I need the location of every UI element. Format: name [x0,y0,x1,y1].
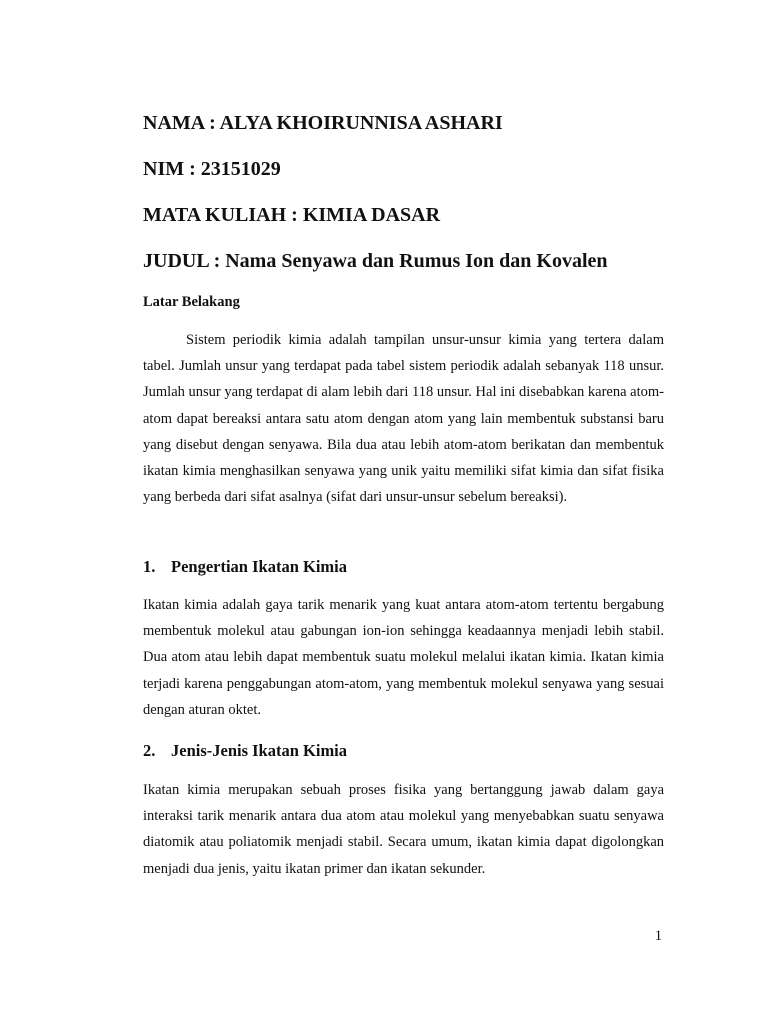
section-heading-1 [143,557,347,577]
section-heading-2 [143,741,347,761]
student-name-line: NAMA : ALYA KHOIRUNNISA ASHARI [143,112,503,134]
background-heading: Latar Belakang [143,294,240,310]
course-line: MATA KULIAH : KIMIA DASAR [143,204,441,226]
section-paragraph-2: Ikatan kimia merupakan sebuah proses fisika yang bertanggung jawab dalam gaya interaksi tarik menarik antara dua atom atau molekul yang menyebabkan suatu senyawa diatomik atau poliatomik menjadi stabil. Secara umum, ikatan kimia dapat digolongkan menjadi dua jenis, yaitu ikatan primer dan ikatan sekunder. [143,782,664,877]
section-title: Jenis-Jenis Ikatan Kimia [171,741,348,760]
section-title: Pengertian Ikatan Kimia [171,557,347,576]
background-paragraph: Sistem periodik kimia adalah tampilan unsur-unsur kimia yang tertera dalam tabel. Jumlah unsur yang terdapat pada tabel sistem periodik adalah sebanyak 118 unsur. Jumlah unsur yang terdapat di alam lebih dari 118 unsur. Hal ini disebabkan karena atom-atom dapat bereaksi antara satu atom dengan atom yang lain membentuk substansi baru yang disebut dengan senyawa. Bila dua atau lebih atom-atom berikatan dan membentuk ikatan kimia menghasilkan senyawa yang unik yaitu memiliki sifat kimia dan sifat fisika yang berbeda dari sifat asalnya (sifat dari unsur-unsur sebelum bereaksi). [143,332,664,506]
section-number: 2. [143,741,156,760]
student-id-line: NIM : 23151029 [143,158,281,180]
section-paragraph-1: Ikatan kimia adalah gaya tarik menarik yang kuat antara atom-atom tertentu bergabung membentuk molekul atau gabungan ion-ion sehingga keadaannya menjadi lebih stabil. Dua atom atau lebih dapat membentuk suatu molekul melalui ikatan kimia. Ikatan kimia terjadi karena penggabungan atom-atom, yang membentuk molekul senyawa yang sesuai dengan aturan oktet. [143,597,664,718]
section-number: 1. [143,557,156,576]
title-line: JUDUL : Nama Senyawa dan Rumus Ion dan Kovalen [143,250,608,272]
page-number: 1 [654,928,662,944]
